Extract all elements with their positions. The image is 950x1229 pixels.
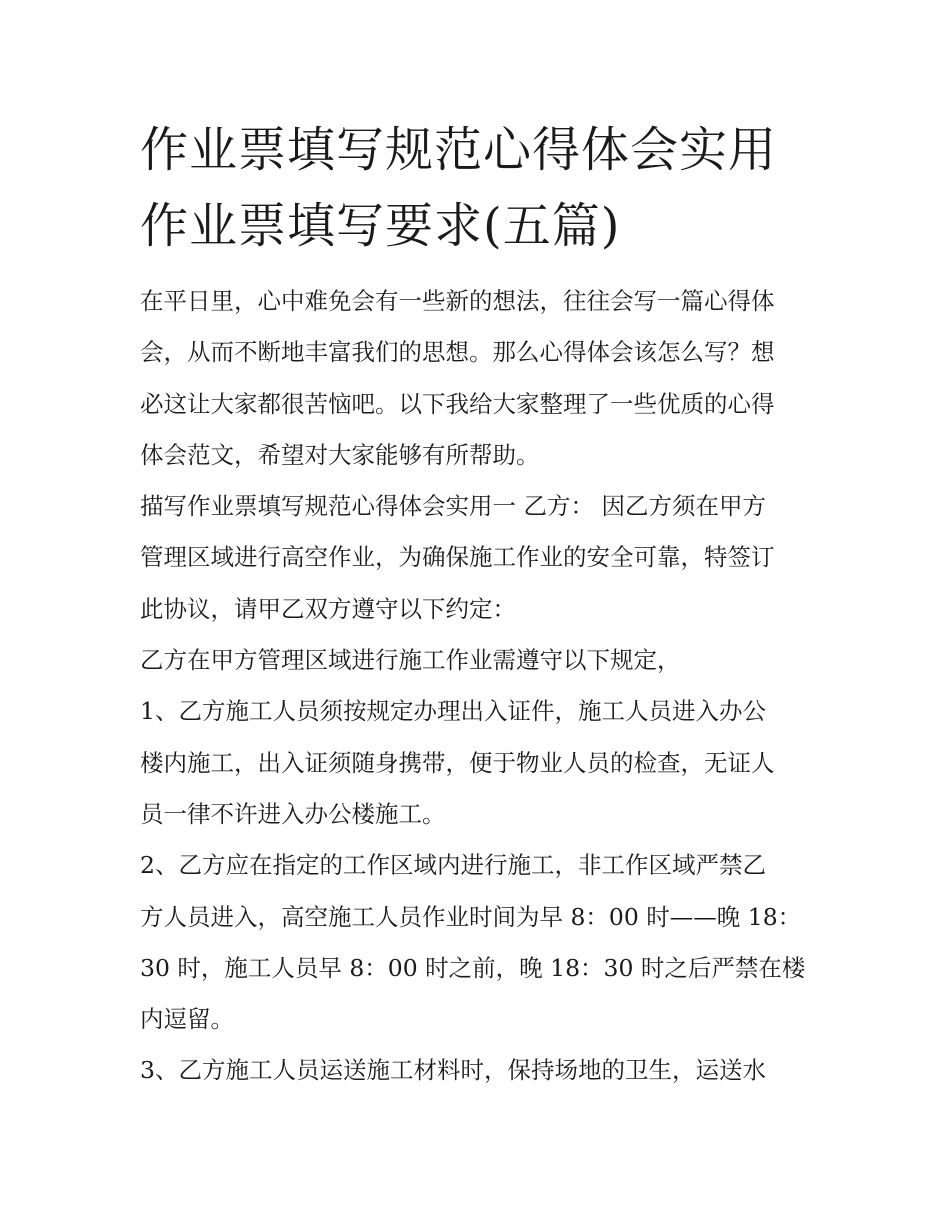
body-line: 描写作业票填写规范心得体会实用一 乙方： 因乙方须在甲方 <box>140 492 766 521</box>
body-line: 管理区域进行高空作业，为确保施工作业的安全可靠，特签订 <box>140 543 775 572</box>
body-line: 楼内施工，出入证须随身携带，便于物业人员的检查，无证人 <box>140 748 775 777</box>
body-line: 内逗留。 <box>140 1005 234 1034</box>
body-line: 在平日里，心中难免会有一些新的想法，往往会写一篇心得体 <box>140 287 775 315</box>
body-line: 3、乙方施工人员运送施工材料时，保持场地的卫生，运送水 <box>140 1056 766 1085</box>
body-line: 必这让大家都很苦恼吧。以下我给大家整理了一些优质的心得 <box>140 389 775 418</box>
body-line: 体会范文，希望对大家能够有所帮助。 <box>140 440 540 469</box>
body-line: 员一律不许进入办公楼施工。 <box>140 799 446 828</box>
body-line: 1、乙方施工人员须按规定办理出入证件，施工人员进入办公 <box>140 697 766 726</box>
body-line: 2、乙方应在指定的工作区域内进行施工，非工作区域严禁乙 <box>140 851 766 880</box>
title-line-1: 作业票填写规范心得体会实用 <box>140 122 778 178</box>
document-title <box>140 112 840 264</box>
document-body <box>140 276 820 1097</box>
body-line: 30 时，施工人员早 8：00 时之前，晚 18：30 时之后严禁在楼 <box>140 953 806 982</box>
body-line: 方人员进入，高空施工人员作业时间为早 8：00 时——晚 18： <box>140 902 802 931</box>
body-line: 此协议，请甲乙双方遵守以下约定： <box>140 594 516 623</box>
body-line: 乙方在甲方管理区域进行施工作业需遵守以下规定， <box>140 646 681 675</box>
title-line-2: 作业票填写要求(五篇) <box>140 198 621 254</box>
body-line: 会，从而不断地丰富我们的思想。那么心得体会该怎么写？想 <box>140 338 775 367</box>
